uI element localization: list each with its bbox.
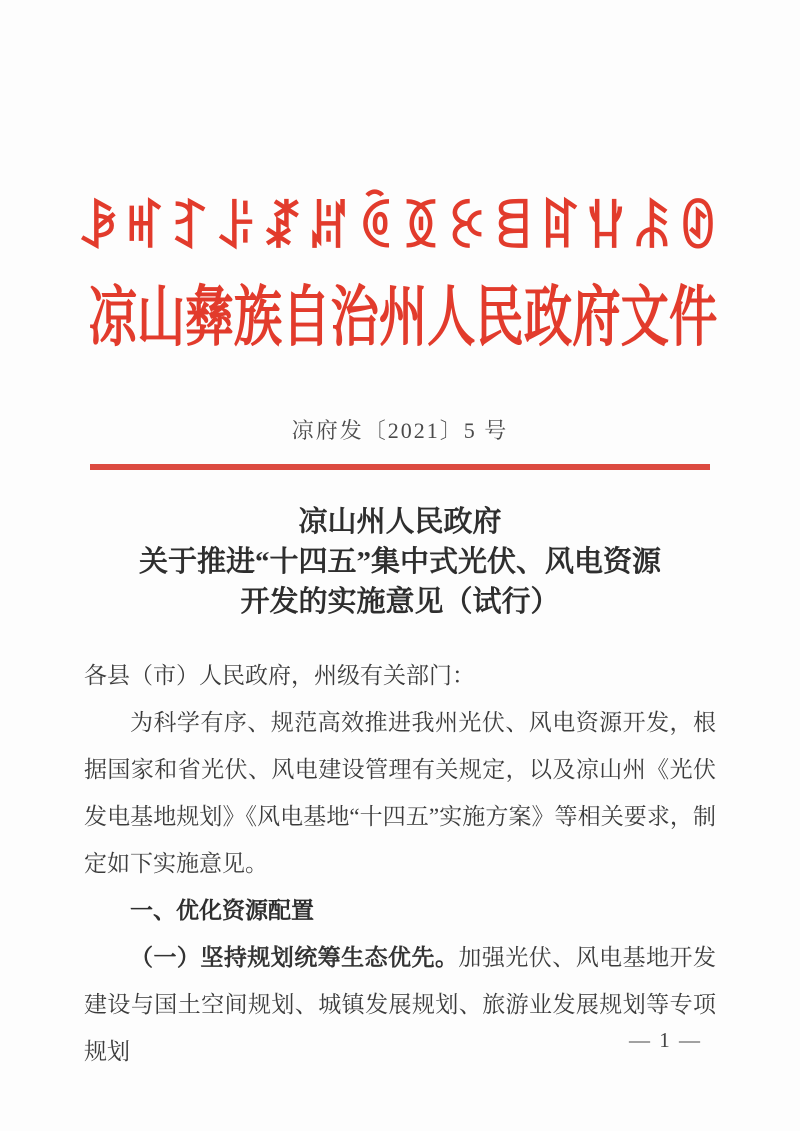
intro-paragraph: 为科学有序、规范高效推进我州光伏、风电资源开发，根据国家和省光伏、风电建设管理有关规定，以及凉山州《光伏发电基地规划》《风电基地“十四五”实施方案》等相关要求，制定如下实施意见。: [84, 710, 716, 876]
red-separator-line: [90, 464, 710, 470]
document-body: [84, 652, 716, 1075]
org-title: 凉山彝族自治州人民政府文件: [88, 282, 718, 355]
section-1-heading: 一、优化资源配置: [130, 897, 314, 923]
page-number: — 1 —: [629, 1028, 702, 1052]
letterhead: [0, 0, 800, 356]
section-1-item-1-text: 加强光伏、风电基地开发建设与国土空间规划、城镇发展规划、旅游业发展规划等专项规划: [84, 945, 717, 1064]
section-1-item-1-paragraph: [84, 934, 716, 1075]
document-title-line3: 开发的实施意见（试行）: [240, 586, 560, 618]
document-title: [0, 502, 800, 622]
section-1-item-1-lead: （一）坚持规划统筹生态优先。: [130, 945, 459, 970]
document-title-line1: 凉山州人民政府: [298, 506, 502, 538]
document-title-line2: 关于推进“十四五”集中式光伏、风电资源: [138, 546, 661, 578]
yi-script-title: ꆃꎭꆈꌠꊨꏦꏱꅉꉹꁌꍏꃚꄯꊸ: [76, 197, 724, 260]
salutation-line: 各县（市）人民政府，州级有关部门：: [84, 663, 475, 688]
document-number: 凉府发〔2021〕5 号: [291, 418, 509, 443]
org-title-wrap: [0, 276, 800, 356]
